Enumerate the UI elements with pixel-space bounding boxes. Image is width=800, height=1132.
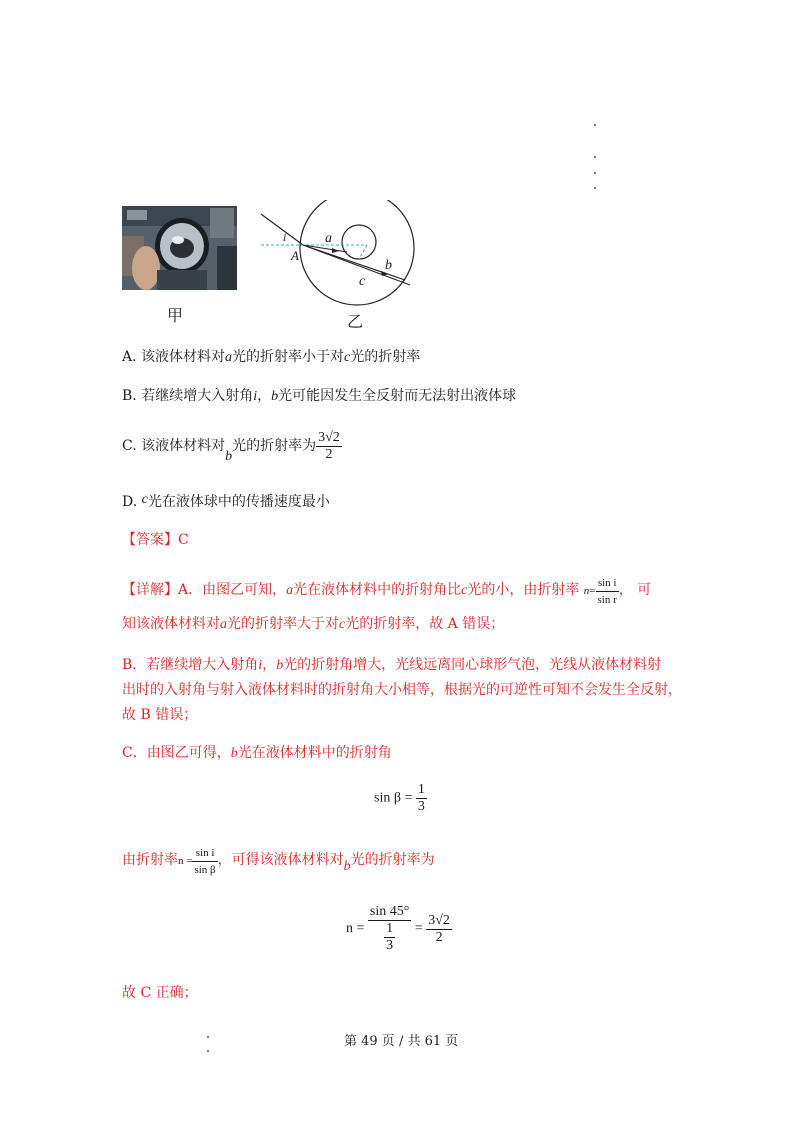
- eq3-result: [426, 913, 452, 946]
- analysis-b-line2: 出时的入射角与射入液体材料时的折射角大小相等，根据光的可逆性可知不会发生全反射，: [122, 682, 682, 698]
- analysis-a1: a: [286, 583, 294, 598]
- analysis-a2: c: [461, 583, 468, 598]
- analysis-b-line3: 故 B 错误；: [122, 707, 198, 723]
- analysis-c-line1: [122, 743, 392, 764]
- option-a-text1: 该液体材料对: [141, 349, 226, 365]
- analysis-b-line1: [122, 655, 661, 676]
- stray-dot: [594, 172, 596, 174]
- option-d-prefix: D.: [122, 494, 138, 510]
- stray-dot: [594, 187, 596, 189]
- eq1-lhs: sin β =: [374, 790, 413, 806]
- option-c-den: 2: [325, 446, 333, 462]
- analysis-t1: 光在液体材料中的折射角比: [293, 582, 462, 598]
- option-b-prefix: B.: [122, 388, 137, 404]
- analysis-b-line1b: 光的折射角增大，光线远离同心球形气泡，光线从液体材料射: [283, 657, 662, 673]
- analysis-t3: ， 可: [618, 582, 652, 598]
- outer-sphere: [300, 200, 414, 305]
- analysis-c-line2c: 光的折射率为: [350, 852, 435, 868]
- option-a: [122, 347, 420, 368]
- eq1-num: 1: [417, 782, 425, 797]
- eq3-den-num: 1: [386, 921, 394, 936]
- eq3-den-den: 3: [386, 938, 394, 953]
- eq3-r-den: 2: [435, 929, 443, 945]
- eq3-frac: [368, 904, 411, 954]
- formula1-frac: [596, 575, 619, 608]
- photo-jia-image: [122, 206, 237, 290]
- analysis-c-line1a: C．由图乙可得，: [122, 745, 231, 761]
- eq2-frac: [192, 845, 217, 878]
- option-a-var1: a: [225, 350, 233, 365]
- eq3-num: sin 45°: [369, 904, 410, 919]
- formula1-den: sin r: [597, 593, 617, 606]
- analysis-c-line2: [122, 842, 435, 879]
- eq1-frac: [416, 782, 427, 815]
- formula1: [583, 576, 619, 606]
- analysis-c-line2a: 由折射率: [122, 852, 178, 868]
- label-b: b: [385, 258, 392, 273]
- equation-sin-beta: [374, 782, 427, 815]
- option-c-fraction: [316, 430, 342, 463]
- eq3-eq: =: [414, 921, 423, 937]
- stray-dot: [594, 156, 596, 158]
- diagram-yi: [255, 200, 455, 310]
- analysis-head: 【详解】A．由图乙可知，: [122, 582, 287, 598]
- option-b-text2: ，: [257, 388, 272, 404]
- bubble-normal: [359, 245, 367, 259]
- stray-dot: [207, 1036, 209, 1038]
- caption-jia: 甲: [167, 306, 184, 325]
- option-c: [122, 428, 342, 465]
- option-a-prefix: A.: [122, 349, 137, 365]
- eq2-den: sin β: [194, 863, 216, 876]
- diagram-yi-svg: [255, 200, 455, 310]
- option-c-prefix: C.: [122, 438, 137, 454]
- option-d-text1: 光在液体球中的传播速度最小: [147, 494, 330, 510]
- analysis-c-conclusion: 故 C 正确；: [122, 985, 198, 1001]
- formula2: [178, 846, 218, 876]
- option-b: [122, 386, 516, 407]
- analysis-c-line1b: 光在液体材料中的折射角: [237, 745, 392, 761]
- analysis-line2-t2: 光的折射率大于对: [227, 616, 339, 632]
- label-i: i: [283, 230, 287, 244]
- stray-dot: [207, 1050, 209, 1052]
- eq3-r-num: 3√2: [428, 912, 450, 928]
- answer-label: 【答案】C: [122, 532, 189, 548]
- caption-yi: 乙: [347, 312, 364, 331]
- option-b-var2: b: [271, 389, 279, 404]
- page-footer: 第 49 页 / 共 61 页: [344, 1034, 459, 1049]
- analysis-a-line2: [122, 614, 504, 635]
- analysis-line2-a1: a: [220, 617, 227, 632]
- option-a-var2: c: [344, 350, 351, 365]
- option-c-text2: 光的折射率为: [232, 438, 317, 454]
- formula1-num: sin i: [596, 575, 619, 592]
- analysis-line2-t1: 知该液体材料对: [122, 616, 220, 632]
- analysis-a-line1: [122, 572, 651, 609]
- analysis-b-line1a: B．若继续增大入射角: [122, 657, 259, 673]
- analysis-line2-t3: 光的折射率，故 A 错误；: [345, 616, 505, 632]
- eq2-lhs: n =: [178, 855, 193, 867]
- photo-jia: [122, 206, 237, 290]
- label-c: c: [359, 274, 366, 289]
- option-c-text1: 该液体材料对: [141, 438, 226, 454]
- option-b-text3: 光可能因发生全反射而无法射出液体球: [278, 388, 517, 404]
- label-A: A: [291, 248, 299, 263]
- stray-dot: [594, 124, 596, 126]
- inner-bubble: [342, 225, 376, 259]
- analysis-c-line2b: ，可得该液体材料对: [217, 852, 344, 868]
- option-a-text2: 光的折射率小于对: [232, 349, 345, 365]
- option-c-var1: b: [225, 449, 233, 464]
- analysis-line2-a2: c: [339, 617, 346, 632]
- option-d: [122, 492, 330, 513]
- analysis-c-b: b: [230, 746, 238, 761]
- analysis-b-b: b: [276, 658, 284, 673]
- option-b-text1: 若继续增大入射角: [141, 388, 254, 404]
- eq3-lhs: n =: [346, 921, 365, 937]
- option-b-var1: i: [253, 389, 258, 404]
- formula1-lhs: n: [583, 585, 590, 597]
- eq3-den: [368, 921, 411, 954]
- option-a-text3: 光的折射率: [350, 349, 421, 365]
- analysis-c-line2-b: b: [343, 859, 351, 874]
- analysis-t2: 光的小，由折射率: [467, 582, 580, 598]
- ray-c: [303, 245, 410, 285]
- eq1-den: 3: [417, 799, 425, 814]
- option-d-var1: c: [141, 492, 148, 507]
- option-c-num: 3√2: [318, 429, 340, 445]
- formula1-eq: =: [589, 585, 596, 597]
- label-a: a: [325, 231, 332, 246]
- eq2-num: sin i: [192, 845, 217, 862]
- analysis-b-comma: ，: [262, 657, 277, 673]
- equation-n: [346, 904, 452, 954]
- incident-ray: [261, 214, 303, 245]
- analysis-b-i: i: [258, 658, 263, 673]
